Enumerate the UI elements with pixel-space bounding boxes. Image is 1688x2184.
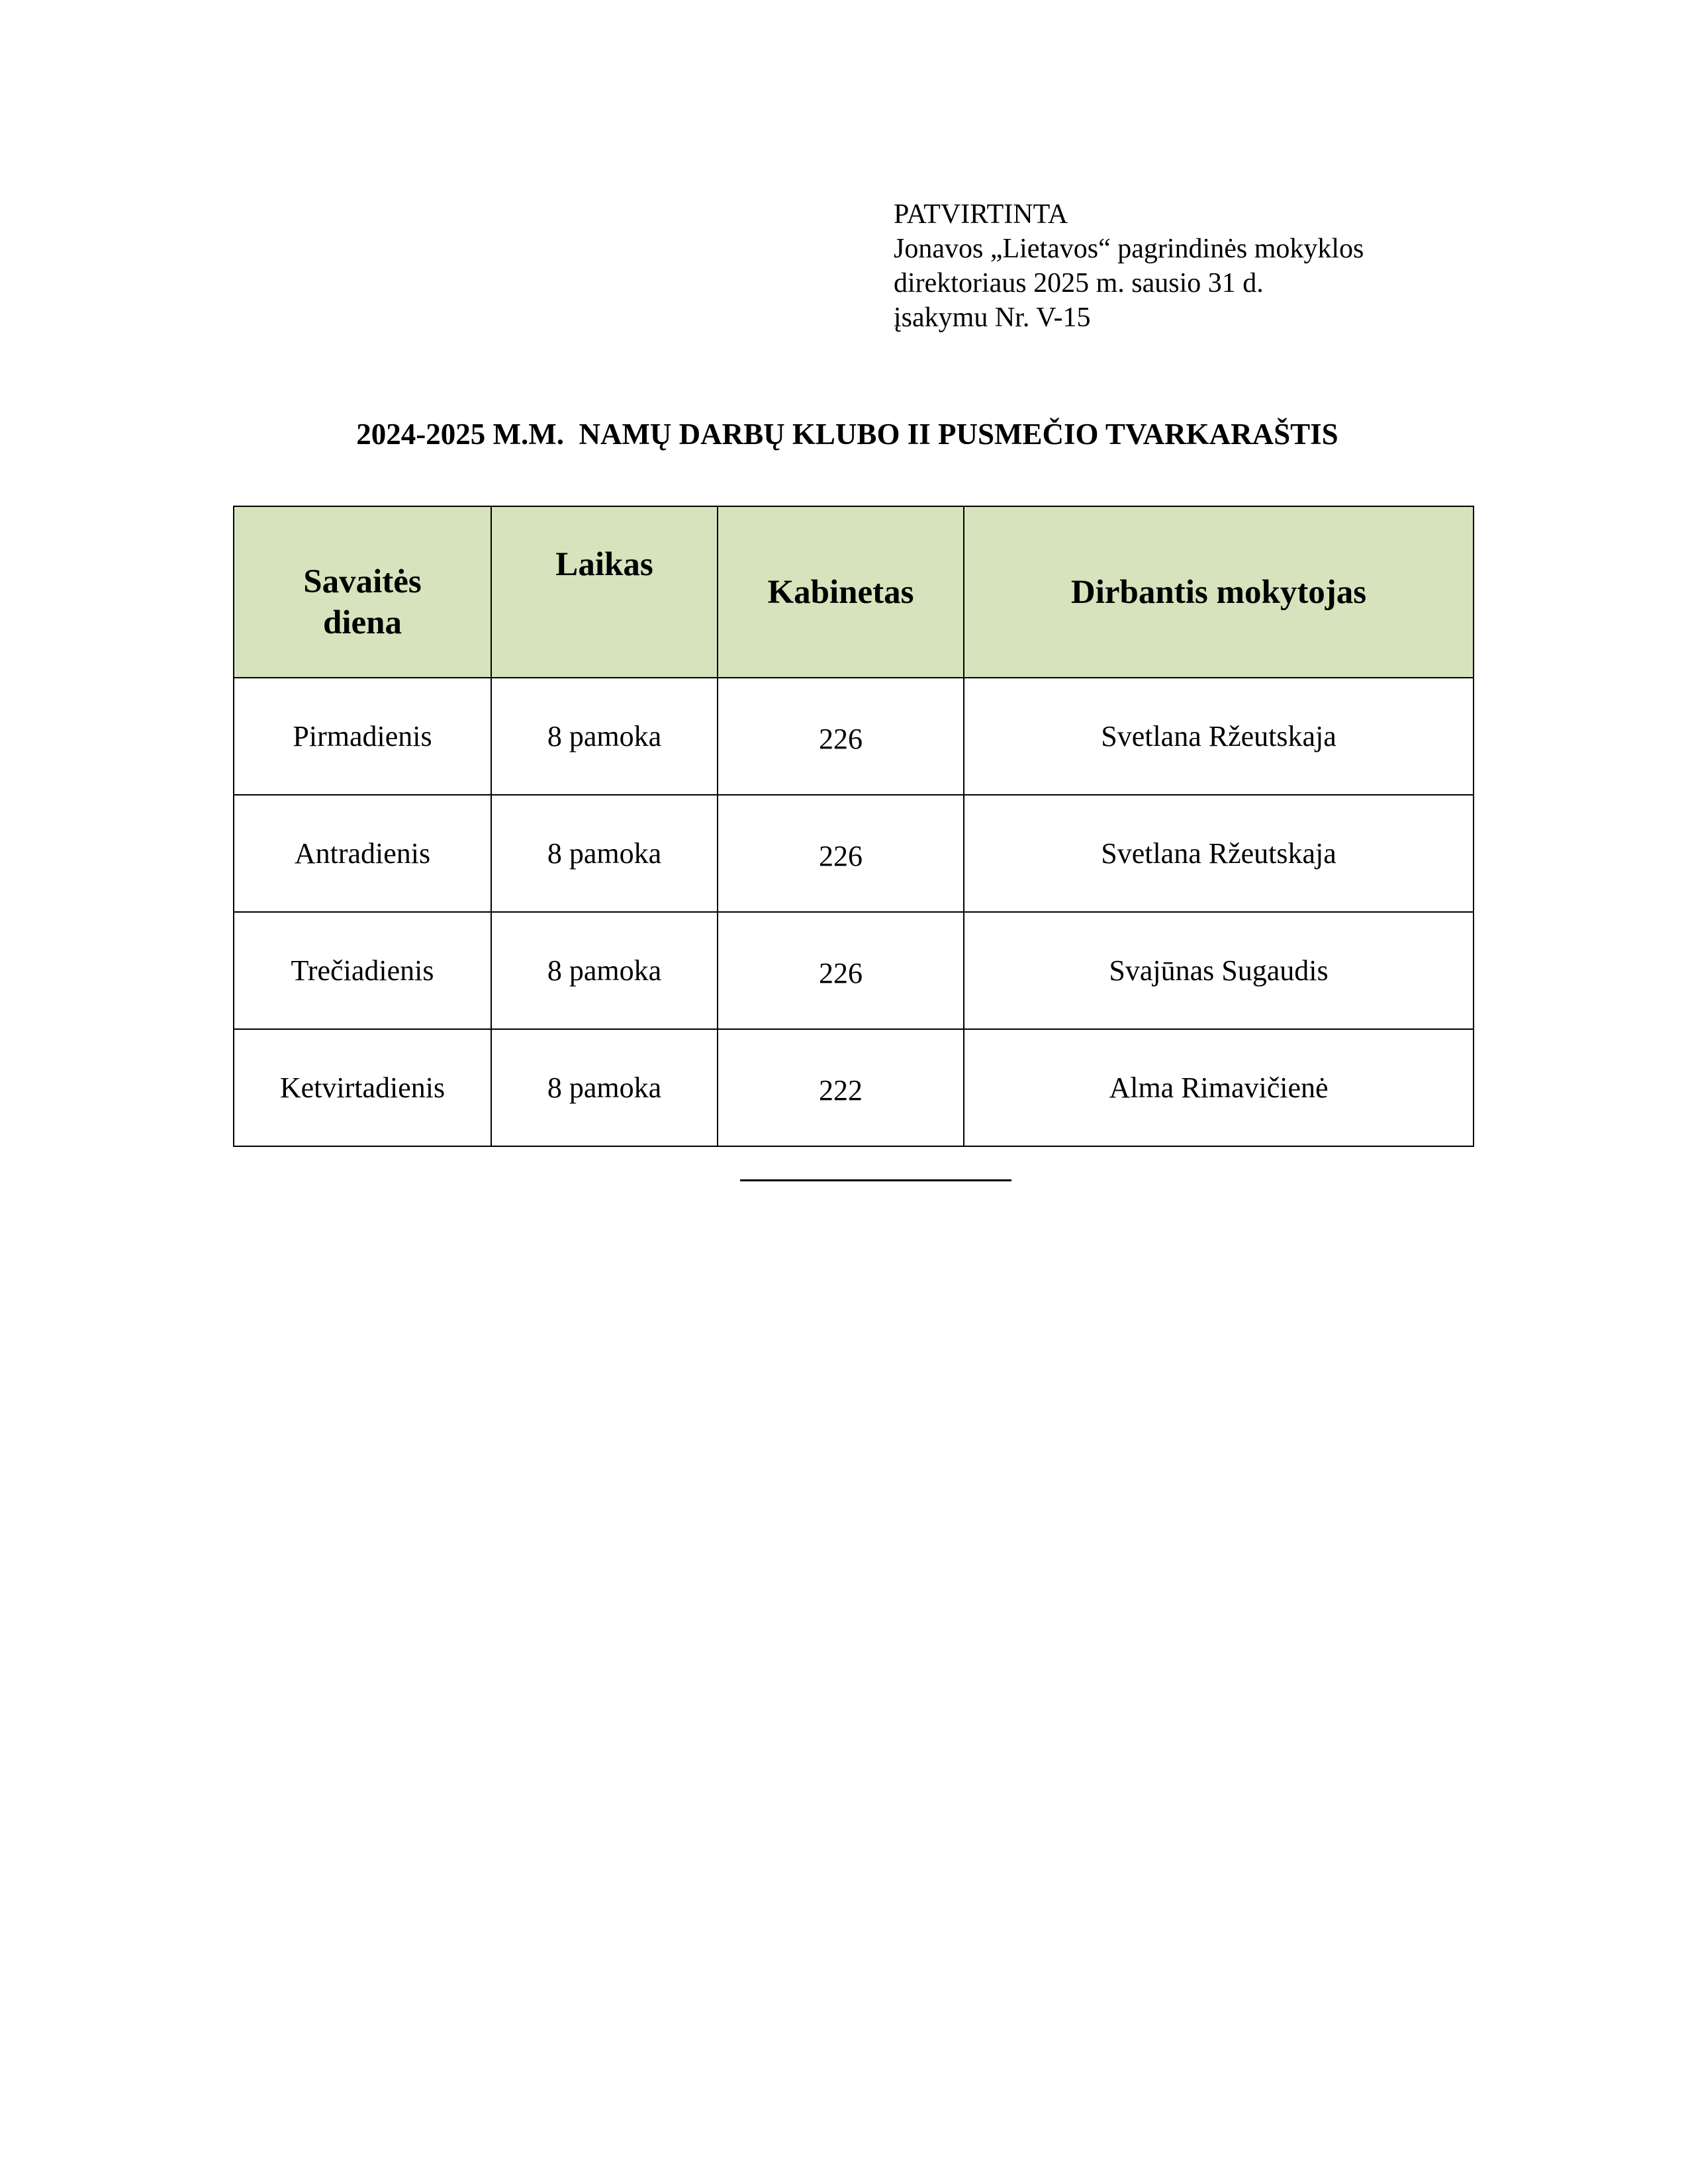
header-weekday-line1: Savaitės <box>303 563 422 600</box>
cell-room <box>718 912 964 1029</box>
cell-weekday <box>234 795 491 912</box>
weekday-text: Antradienis <box>294 837 431 870</box>
room-text: 226 <box>819 957 863 989</box>
header-weekday <box>234 506 491 678</box>
approval-date: direktoriaus 2025 m. sausio 31 d. <box>894 268 1264 298</box>
room-text: 226 <box>819 840 863 872</box>
weekday-text: Trečiadienis <box>291 954 434 987</box>
cell-teacher <box>964 678 1474 795</box>
time-text: 8 pamoka <box>547 1071 662 1104</box>
time-text: 8 pamoka <box>547 837 662 870</box>
cell-room <box>718 795 964 912</box>
room-text: 222 <box>819 1074 863 1107</box>
document-title: 2024-2025 M.M. NAMŲ DARBŲ KLUBO II PUSMEČIO TVARKARAŠTIS <box>356 418 1338 451</box>
cell-weekday <box>234 678 491 795</box>
weekday-text: Pirmadienis <box>293 720 432 752</box>
table-row <box>234 1029 1474 1146</box>
cell-weekday <box>234 912 491 1029</box>
table-row <box>234 912 1474 1029</box>
teacher-text: Svajūnas Sugaudis <box>1109 954 1329 987</box>
approval-school: Jonavos „Lietavos“ pagrindinės mokyklos <box>894 234 1364 264</box>
table-header-row <box>234 506 1474 678</box>
document-title-wrapper <box>0 416 1688 453</box>
weekday-text: Ketvirtadienis <box>279 1071 445 1104</box>
cell-teacher <box>964 912 1474 1029</box>
room-text: 226 <box>819 723 863 755</box>
cell-time <box>491 795 718 912</box>
table-row <box>234 795 1474 912</box>
teacher-text: Svetlana Ržeutskaja <box>1101 837 1336 870</box>
cell-time <box>491 1029 718 1146</box>
teacher-text: Svetlana Ržeutskaja <box>1101 720 1336 752</box>
approval-block <box>894 197 1364 335</box>
approval-order-number: įsakymu Nr. V-15 <box>894 302 1091 333</box>
cell-weekday <box>234 1029 491 1146</box>
schedule-table <box>233 506 1474 1147</box>
header-teacher: Dirbantis mokytojas <box>964 506 1474 678</box>
time-text: 8 pamoka <box>547 720 662 752</box>
teacher-text: Alma Rimavičienė <box>1109 1071 1329 1104</box>
cell-teacher <box>964 1029 1474 1146</box>
cell-teacher <box>964 795 1474 912</box>
cell-time <box>491 912 718 1029</box>
time-text: 8 pamoka <box>547 954 662 987</box>
header-time: Laikas <box>491 506 718 678</box>
approval-heading: PATVIRTINTA <box>894 199 1068 230</box>
cell-time <box>491 678 718 795</box>
cell-room <box>718 1029 964 1146</box>
header-room: Kabinetas <box>718 506 964 678</box>
header-weekday-line2: diena <box>322 604 402 641</box>
table-row <box>234 678 1474 795</box>
closing-divider-line <box>740 1179 1011 1181</box>
cell-room <box>718 678 964 795</box>
